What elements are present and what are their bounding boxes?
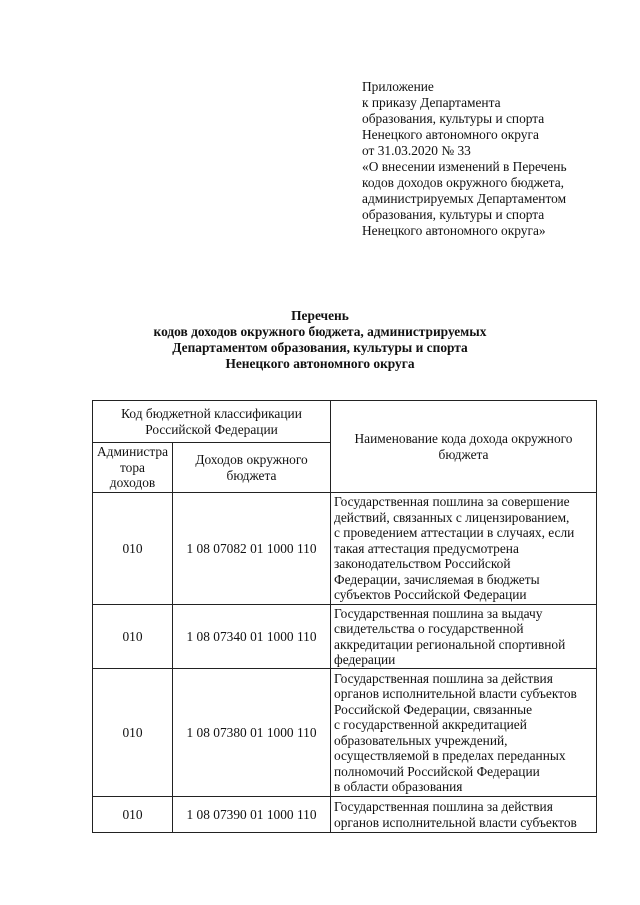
appendix-line: к приказу Департамента <box>362 95 501 110</box>
header-text: бюджета <box>226 467 277 483</box>
name-line: законодательством Российской <box>334 556 511 572</box>
name-line: свидетельства о государственной <box>334 621 524 636</box>
name-line: аккредитации региональной спортивной <box>334 636 566 652</box>
table-row <box>93 797 597 833</box>
appendix-line: Ненецкого автономного округа <box>362 127 539 142</box>
document-title <box>0 308 640 372</box>
appendix-line: Приложение <box>362 79 434 94</box>
name-line: Государственная пошлина за совершение <box>334 494 570 510</box>
name-line: полномочий Российской Федерации <box>334 763 540 779</box>
title-line: Департаментом образования, культуры и спорта <box>172 340 468 355</box>
header-text: Доходов окружного <box>195 452 308 467</box>
name-line: осуществляемой в пределах переданных <box>334 748 566 763</box>
name-line: Государственная пошлина за действия <box>334 670 553 686</box>
admin-code-cell: 010 <box>93 669 173 797</box>
name-line: субъектов Российской Федерации <box>334 587 527 603</box>
admin-code-cell: 010 <box>93 605 173 669</box>
appendix-line: Ненецкого автономного округа» <box>362 223 546 238</box>
name-line: Федерации, зачисляемая в бюджеты <box>334 571 540 587</box>
appendix-line: образования, культуры и спорта <box>362 207 545 222</box>
header-text: Российской Федерации <box>145 421 278 437</box>
revenue-code-cell: 1 08 07380 01 1000 110 <box>173 669 331 797</box>
name-line: образовательных учреждений, <box>334 732 508 748</box>
name-line: органов исполнительной власти субъектов <box>334 814 577 830</box>
name-line: Государственная пошлина за действия <box>334 799 553 814</box>
table-row <box>93 493 597 605</box>
revenue-code-cell: 1 08 07390 01 1000 110 <box>173 797 331 833</box>
header-text: Администра <box>96 444 169 460</box>
table-row <box>93 605 597 669</box>
revenue-code-cell: 1 08 07340 01 1000 110 <box>173 605 331 669</box>
header-name-cell <box>331 401 597 493</box>
header-group-cell <box>93 401 331 443</box>
revenue-name-cell <box>331 605 597 669</box>
header-text: бюджета <box>438 446 489 462</box>
name-line: Российской Федерации, связанные <box>334 701 533 717</box>
name-line: такая аттестация предусмотрена <box>334 540 519 556</box>
table-row <box>93 669 597 797</box>
appendix-line: образования, культуры и спорта <box>362 111 545 126</box>
admin-code-cell: 010 <box>93 797 173 833</box>
header-admin-cell <box>93 443 173 493</box>
name-line: органов исполнительной власти субъектов <box>334 686 577 701</box>
appendix-line: «О внесении изменений в Перечень <box>362 159 567 174</box>
title-line: кодов доходов окружного бюджета, администрируемых <box>153 324 487 339</box>
header-text: Код бюджетной классификации <box>121 406 302 421</box>
name-line: в области образования <box>334 779 463 794</box>
revenue-name-cell <box>331 669 597 797</box>
header-code-cell <box>173 443 331 493</box>
appendix-block <box>362 79 632 239</box>
revenue-code-cell: 1 08 07082 01 1000 110 <box>173 493 331 605</box>
appendix-line: администрируемых Департаментом <box>362 191 567 206</box>
name-line: Государственная пошлина за выдачу <box>334 605 543 621</box>
name-line: с государственной аккредитацией <box>334 717 527 732</box>
appendix-line: от 31.03.2020 № 33 <box>362 143 471 158</box>
header-text: Наименование кода дохода окружного <box>354 431 573 446</box>
name-line: с проведением аттестации в случаях, если <box>334 525 575 541</box>
header-text: доходов <box>109 475 156 491</box>
title-line: Ненецкого автономного округа <box>225 356 415 371</box>
appendix-line: кодов доходов окружного бюджета, <box>362 175 564 190</box>
revenue-name-cell <box>331 493 597 605</box>
codes-table <box>92 400 597 833</box>
header-text: тора <box>119 459 145 475</box>
table-header-row <box>93 401 597 443</box>
revenue-name-cell <box>331 797 597 833</box>
admin-code-cell: 010 <box>93 493 173 605</box>
name-line: федерации <box>334 652 396 667</box>
name-line: действий, связанных с лицензированием, <box>334 509 570 525</box>
title-line: Перечень <box>291 308 349 323</box>
